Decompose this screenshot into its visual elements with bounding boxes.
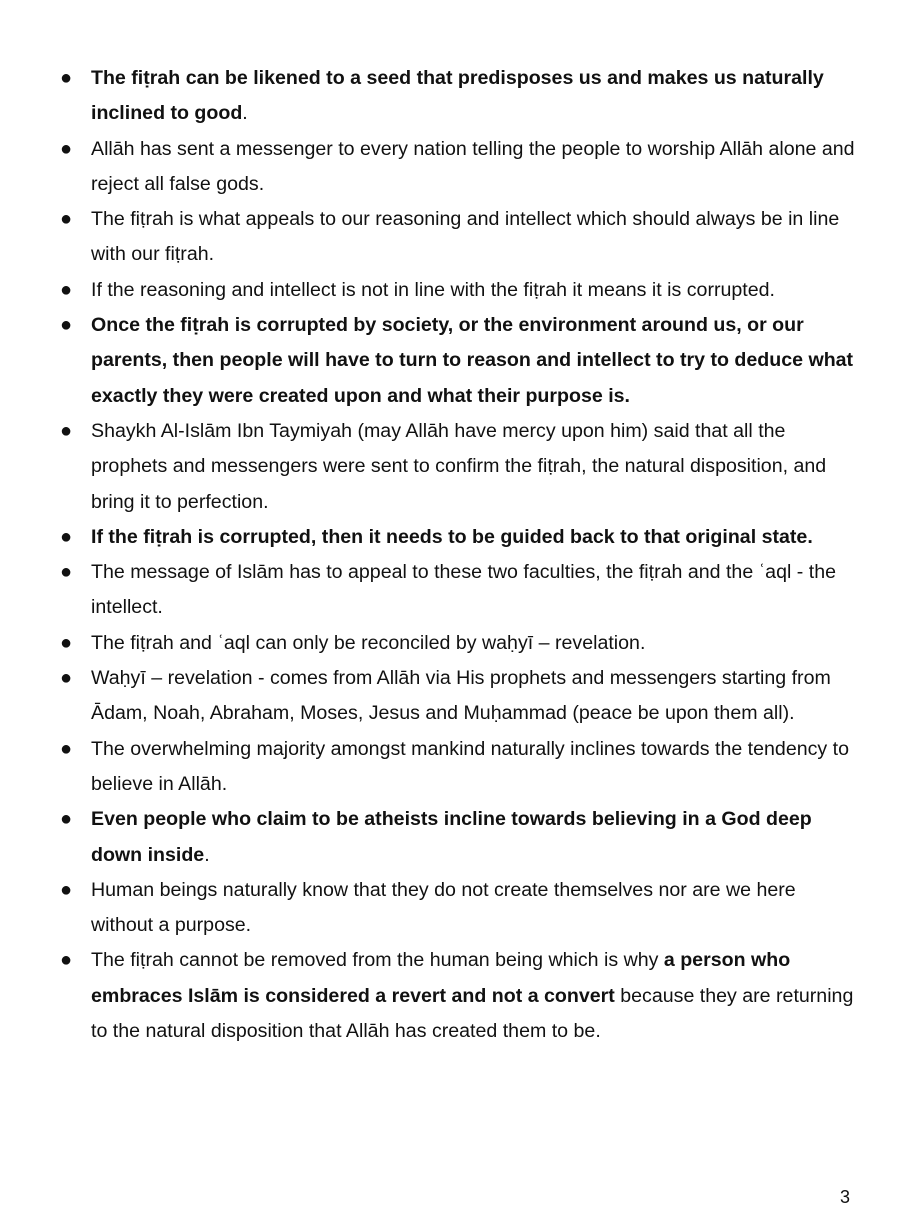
page-number: 3 bbox=[839, 1187, 850, 1207]
item-text: The overwhelming majority amongst mankind naturally inclines towards the tendency to believe in Allāh. bbox=[91, 737, 849, 795]
bullet-icon: ● bbox=[60, 631, 73, 654]
item-text: . bbox=[242, 102, 248, 125]
item-text: because they are returning to the natural disposition that Allāh has created them to be. bbox=[91, 984, 854, 1043]
list-item bbox=[0, 202, 902, 273]
bullet-icon: ● bbox=[60, 67, 73, 89]
item-text: The fiṭrah cannot be removed from the human being which is why bbox=[91, 949, 664, 972]
bullet-icon: ● bbox=[60, 667, 73, 690]
item-text: Shaykh Al-Islām Ibn Taymiyah (may Allāh have mercy upon him) said that all the prophets and messengers were sent to confirm the fiṭrah, the natural disposition, and bring it to perfection. bbox=[91, 419, 827, 513]
list-item bbox=[0, 61, 902, 132]
list-item bbox=[0, 555, 902, 626]
list-item bbox=[0, 414, 902, 520]
item-text-bold: If the fiṭrah is corrupted, then it needs to be guided back to that original state. bbox=[91, 525, 813, 548]
item-text: . bbox=[204, 843, 210, 866]
bullet-icon: ● bbox=[60, 808, 73, 831]
bullet-icon: ● bbox=[60, 278, 73, 301]
bullet-icon: ● bbox=[60, 525, 73, 548]
bullet-icon: ● bbox=[60, 737, 73, 760]
bullet-icon: ● bbox=[60, 561, 73, 584]
item-text-bold: Once the fiṭrah is corrupted by society, or the environment around us, or our parents, then people will have to turn to reason and intellect to try to deduce what exactly they were created upon and what their purpose is. bbox=[91, 314, 854, 407]
item-text-bold: The fiṭrah can be likened to a seed that predisposes us and makes us naturally inclined to good bbox=[91, 67, 824, 125]
list-item bbox=[0, 873, 902, 944]
item-text: The message of Islām has to appeal to these two faculties, the fiṭrah and the ʿaql - the intellect. bbox=[91, 561, 836, 619]
list-item bbox=[0, 273, 902, 308]
list-item bbox=[0, 132, 902, 203]
list-item bbox=[0, 732, 902, 803]
bullet-icon: ● bbox=[60, 208, 73, 231]
item-text: Allāh has sent a messenger to every nation telling the people to worship Allāh alone and reject all false gods. bbox=[91, 137, 855, 195]
item-text-bold: Even people who claim to be atheists incline towards believing in a God deep down inside bbox=[91, 808, 812, 866]
bullet-icon: ● bbox=[60, 878, 73, 901]
bullet-icon: ● bbox=[60, 137, 73, 160]
list-item bbox=[0, 308, 902, 414]
item-text: Waḥyī – revelation - comes from Allāh via His prophets and messengers starting from Ādam, Noah, Abraham, Moses, Jesus and Muḥammad (peace be upon them all). bbox=[91, 667, 831, 725]
list-item bbox=[0, 626, 902, 661]
list-item bbox=[0, 943, 902, 1049]
bullet-icon: ● bbox=[60, 314, 73, 337]
item-text: Human beings naturally know that they do not create themselves nor are we here without a purpose. bbox=[91, 878, 796, 937]
item-text: If the reasoning and intellect is not in line with the fiṭrah it means it is corrupted. bbox=[91, 278, 775, 301]
item-text: The fiṭrah is what appeals to our reasoning and intellect which should always be in line with our fiṭrah. bbox=[91, 208, 840, 266]
bullet-icon: ● bbox=[60, 419, 73, 442]
bullet-icon: ● bbox=[60, 949, 73, 972]
item-text: The fiṭrah and ʿaql can only be reconciled by waḥyī – revelation. bbox=[91, 631, 646, 654]
bullet-list bbox=[0, 61, 902, 1049]
list-item bbox=[0, 802, 902, 873]
list-item bbox=[0, 520, 902, 555]
item-text-bold: a person who embraces Islām is considered a revert and not a convert bbox=[91, 949, 791, 1007]
list-item bbox=[0, 661, 902, 732]
